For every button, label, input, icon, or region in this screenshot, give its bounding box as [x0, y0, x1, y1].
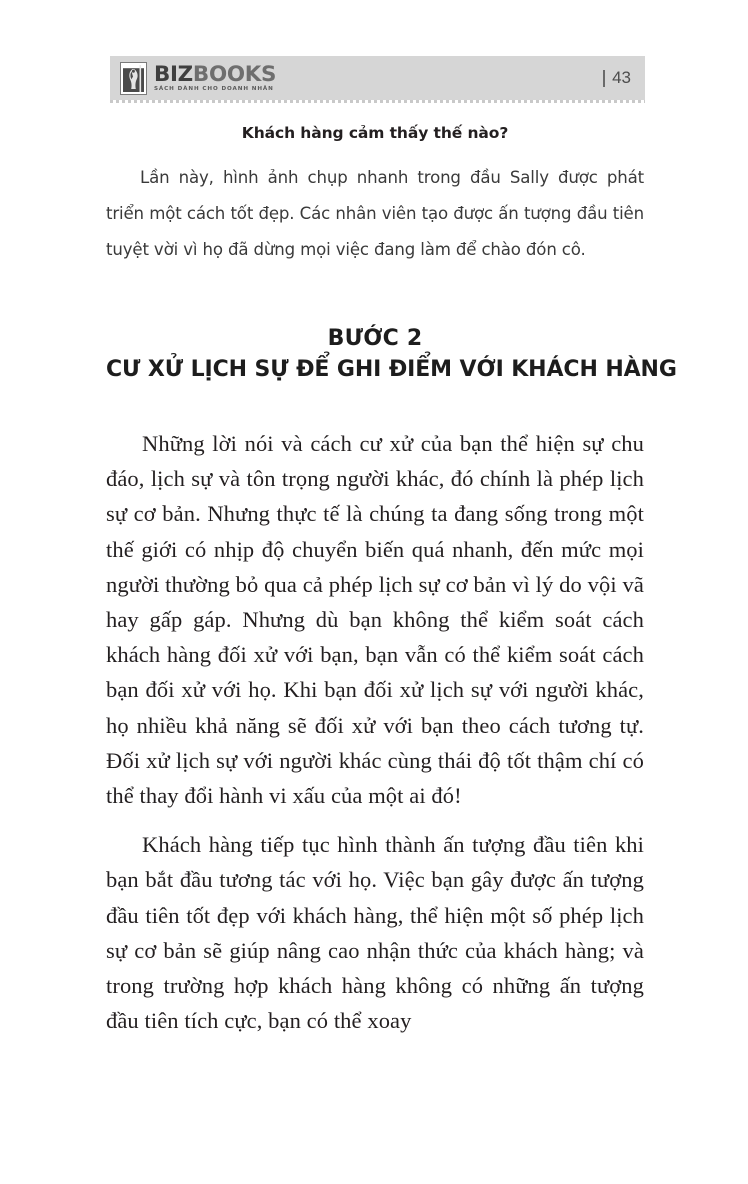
- body-paragraph-2: Khách hàng tiếp tục hình thành ấn tượng đầu tiên khi bạn bắt đầu tương tác với họ. Việc bạn gây được ấn tượng đầu tiên tốt đẹp với khách hàng, thể hiện một số phép lịch sự cơ bản sẽ giúp nâng cao nhận thức của khách hàng; và trong trường hợp khách hàng không có những ấn tượng đầu tiên tích cực, bạn có thể xoay: [106, 832, 644, 1034]
- header-dotted-rule: [110, 100, 645, 103]
- brand-name: [154, 63, 276, 85]
- brand-logo: [120, 62, 277, 95]
- body-paragraph-1: Những lời nói và cách cư xử của bạn thể hiện sự chu đáo, lịch sự và tôn trọng người khác, đó chính là phép lịch sự cơ bản. Nhưng thực tế là chúng ta đang sống trong một thế giới có nhịp độ chuyển biến quá nhanh, đến mức mọi người thường bỏ qua cả phép lịch sự cơ bản vì lý do vội vã hay gấp gáp. Nhưng dù bạn không thể kiểm soát cách khách hàng đối xử với bạn, bạn vẫn có thể kiểm soát cách bạn đối xử với họ. Khi bạn đối xử lịch sự với người khác, họ nhiều khả năng sẽ đối xử với bạn theo cách tương tự. Đối xử lịch sự với người khác cùng thái độ tốt thậm chí có thể thay đổi hành vi xấu của một ai đó!: [106, 431, 644, 809]
- page-number: 43: [612, 68, 631, 87]
- book-logo-icon: [120, 62, 147, 95]
- brand-name-biz: BIZ: [154, 62, 193, 87]
- page-folio: [603, 68, 631, 88]
- page-content: [106, 112, 677, 1038]
- lede-paragraph: Lần này, hình ảnh chụp nhanh trong đầu Sally được phát triển một cách tốt đẹp. Các nhân viên tạo được ấn tượng đầu tiên tuyệt vời vì họ đã dừng mọi việc đang làm để chào đón cô.: [106, 168, 644, 259]
- subheading: Khách hàng cảm thấy thế nào?: [241, 124, 509, 142]
- section-title-line-1: BƯỚC 2: [327, 326, 423, 351]
- folio-divider: [603, 70, 605, 87]
- running-header: [110, 56, 645, 100]
- brand-tagline: SÁCH DÀNH CHO DOANH NHÂN: [154, 86, 274, 93]
- section-title-line-2: CƯ XỬ LỊCH SỰ ĐỂ GHI ĐIỂM VỚI KHÁCH HÀNG: [106, 357, 677, 382]
- brand-name-books: BOOKS: [192, 62, 277, 87]
- brand-wordmark: [154, 62, 277, 93]
- section-title: [106, 324, 677, 386]
